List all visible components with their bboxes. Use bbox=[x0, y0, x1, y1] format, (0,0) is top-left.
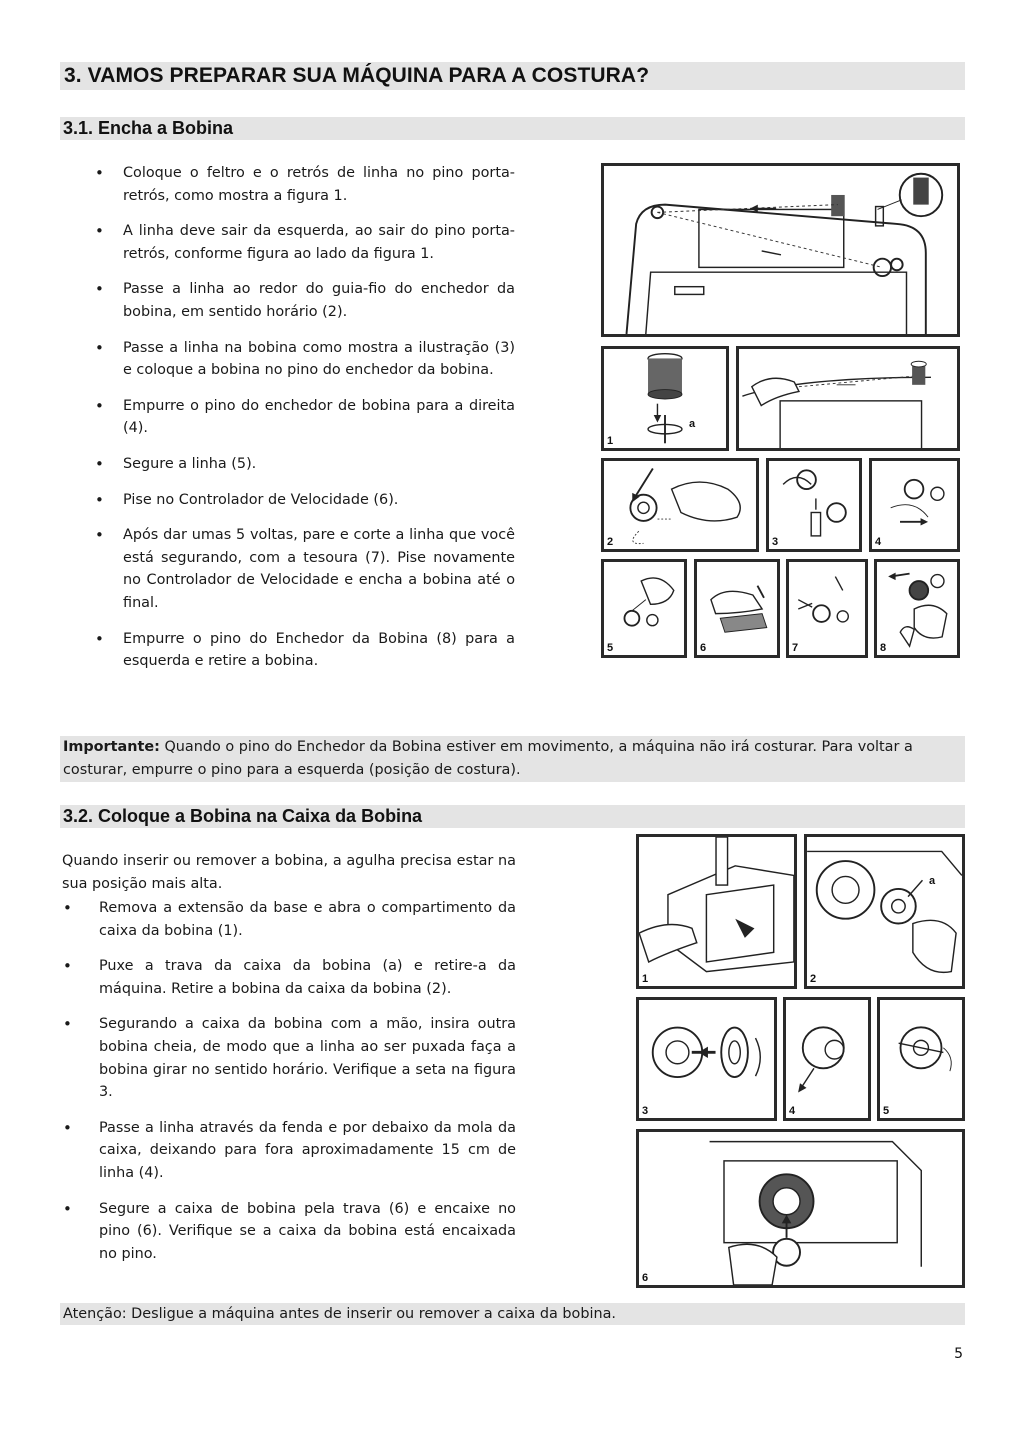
caixa-bobina-intro: Quando inserir ou remover a bobina, a agulha precisa estar na sua posição mais alta. bbox=[62, 853, 516, 892]
hold-thread-illustration bbox=[604, 562, 684, 655]
subsection-title-caixa-bobina: 3.2. Coloque a Bobina na Caixa da Bobina bbox=[60, 805, 965, 828]
figure-8-remove-bobbin bbox=[874, 559, 960, 658]
list-item: • Segure a linha (5). bbox=[95, 453, 515, 476]
figure-number: 1 bbox=[607, 435, 614, 447]
figure-7-cut-thread bbox=[786, 559, 868, 658]
figure-number: 6 bbox=[700, 642, 707, 654]
list-item: • Puxe a trava da caixa da bobina (a) e retire-a da máquina. Retire a bobina da caixa da bobina (2). bbox=[62, 955, 516, 1000]
figure-number: 8 bbox=[880, 642, 887, 654]
list-item: • Pise no Controlador de Velocidade (6). bbox=[95, 489, 515, 512]
page-number: 5 bbox=[954, 1346, 963, 1362]
remove-bobbin-case-illustration bbox=[807, 837, 962, 986]
list-item: • Coloque o feltro e o retrós de linha no pino porta-retrós, como mostra a figura 1. bbox=[95, 162, 515, 207]
thread-slot-illustration bbox=[786, 1000, 868, 1118]
bobbin-on-pin-illustration bbox=[769, 461, 859, 549]
figure-1-spool-pin bbox=[601, 346, 729, 451]
important-note bbox=[60, 736, 965, 782]
list-item: • Após dar umas 5 voltas, pare e corte a linha que você está segurando, com a tesoura (7). Pise novamente no Controlador de Velocidade e encha a bobina até o final. bbox=[95, 524, 515, 614]
figure-2-remove-case bbox=[804, 834, 965, 989]
thread-guide-illustration bbox=[604, 461, 756, 549]
list-item: • Passe a linha na bobina como mostra a ilustração (3) e coloque a bobina no pino do enchedor da bobina. bbox=[95, 337, 515, 382]
figure-number: 5 bbox=[607, 642, 614, 654]
figure-number: 6 bbox=[642, 1272, 649, 1284]
list-item: • Remova a extensão da base e abra o compartimento da caixa da bobina (1). bbox=[62, 897, 516, 942]
caixa-bobina-steps bbox=[62, 897, 516, 1278]
cut-thread-illustration bbox=[789, 562, 865, 655]
list-item: • Passe a linha ao redor do guia-fio do enchedor da bobina, em sentido horário (2). bbox=[95, 278, 515, 323]
figure-number: 7 bbox=[792, 642, 799, 654]
figure-number: 3 bbox=[772, 536, 779, 548]
figure-number: 2 bbox=[607, 536, 614, 548]
figure-3-bobbin bbox=[766, 458, 862, 552]
encha-bobina-steps bbox=[95, 162, 515, 686]
figure-2-guide bbox=[601, 458, 759, 552]
remove-bobbin-illustration bbox=[877, 562, 957, 655]
thread-hand-illustration bbox=[739, 349, 957, 448]
figure-number: 5 bbox=[883, 1105, 890, 1117]
subsection-title-encha-bobina: 3.1. Encha a Bobina bbox=[60, 117, 965, 140]
figure-4-thread-slot bbox=[783, 997, 871, 1121]
thread-path-illustration bbox=[604, 166, 957, 334]
bobbin-case-spring-illustration bbox=[880, 1000, 962, 1118]
figure-6-fit-case bbox=[636, 1129, 965, 1288]
foot-pedal-illustration bbox=[697, 562, 777, 655]
figure-number: 1 bbox=[642, 973, 649, 985]
attention-note: Atenção: Desligue a máquina antes de inserir ou remover a caixa da bobina. bbox=[60, 1303, 965, 1325]
open-compartment-illustration bbox=[639, 837, 794, 986]
figure-1-open-compartment bbox=[636, 834, 797, 989]
figure-number: 3 bbox=[642, 1105, 649, 1117]
insert-bobbin-illustration bbox=[639, 1000, 774, 1118]
figure-thread-hand bbox=[736, 346, 960, 451]
figure-label-a: a bbox=[689, 418, 696, 430]
list-item: • Empurre o pino do Enchedor da Bobina (8) para a esquerda e retire a bobina. bbox=[95, 628, 515, 673]
figure-number: 4 bbox=[789, 1105, 796, 1117]
important-note-text: Quando o pino do Enchedor da Bobina estiver em movimento, a máquina não irá costurar. Para voltar a costurar, empurre o pino para a esquerda (posição de costura). bbox=[63, 739, 913, 778]
list-item: • Segurando a caixa da bobina com a mão, insira outra bobina cheia, de modo que a linha ao ser puxada faça a bobina girar no sentido horário. Verifique a seta na figura 3. bbox=[62, 1013, 516, 1103]
section-title: 3. VAMOS PREPARAR SUA MÁQUINA PARA A COSTURA? bbox=[60, 62, 965, 90]
spool-pin-illustration bbox=[604, 349, 726, 448]
figure-3-insert-bobbin bbox=[636, 997, 777, 1121]
figure-number: 4 bbox=[875, 536, 882, 548]
fit-bobbin-case-illustration bbox=[639, 1132, 962, 1285]
push-pin-right-illustration bbox=[872, 461, 957, 549]
figure-6-foot-pedal bbox=[694, 559, 780, 658]
figure-number: 2 bbox=[810, 973, 817, 985]
figure-5-hold-thread bbox=[601, 559, 687, 658]
list-item: • Segure a caixa de bobina pela trava (6) e encaixe no pino (6). Verifique se a caixa da bobina está encaixada no pino. bbox=[62, 1198, 516, 1266]
figure-thread-path-top bbox=[601, 163, 960, 337]
list-item: • A linha deve sair da esquerda, ao sair do pino porta-retrós, conforme figura ao lado da figura 1. bbox=[95, 220, 515, 265]
important-note-label: Importante: bbox=[63, 739, 160, 755]
list-item: • Empurre o pino do enchedor de bobina para a direita (4). bbox=[95, 395, 515, 440]
figure-label-a: a bbox=[929, 875, 936, 887]
list-item: • Passe a linha através da fenda e por debaixo da mola da caixa, deixando para fora aproximadamente 15 cm de linha (4). bbox=[62, 1117, 516, 1185]
figure-5-case-spring bbox=[877, 997, 965, 1121]
figure-4-push-right bbox=[869, 458, 960, 552]
